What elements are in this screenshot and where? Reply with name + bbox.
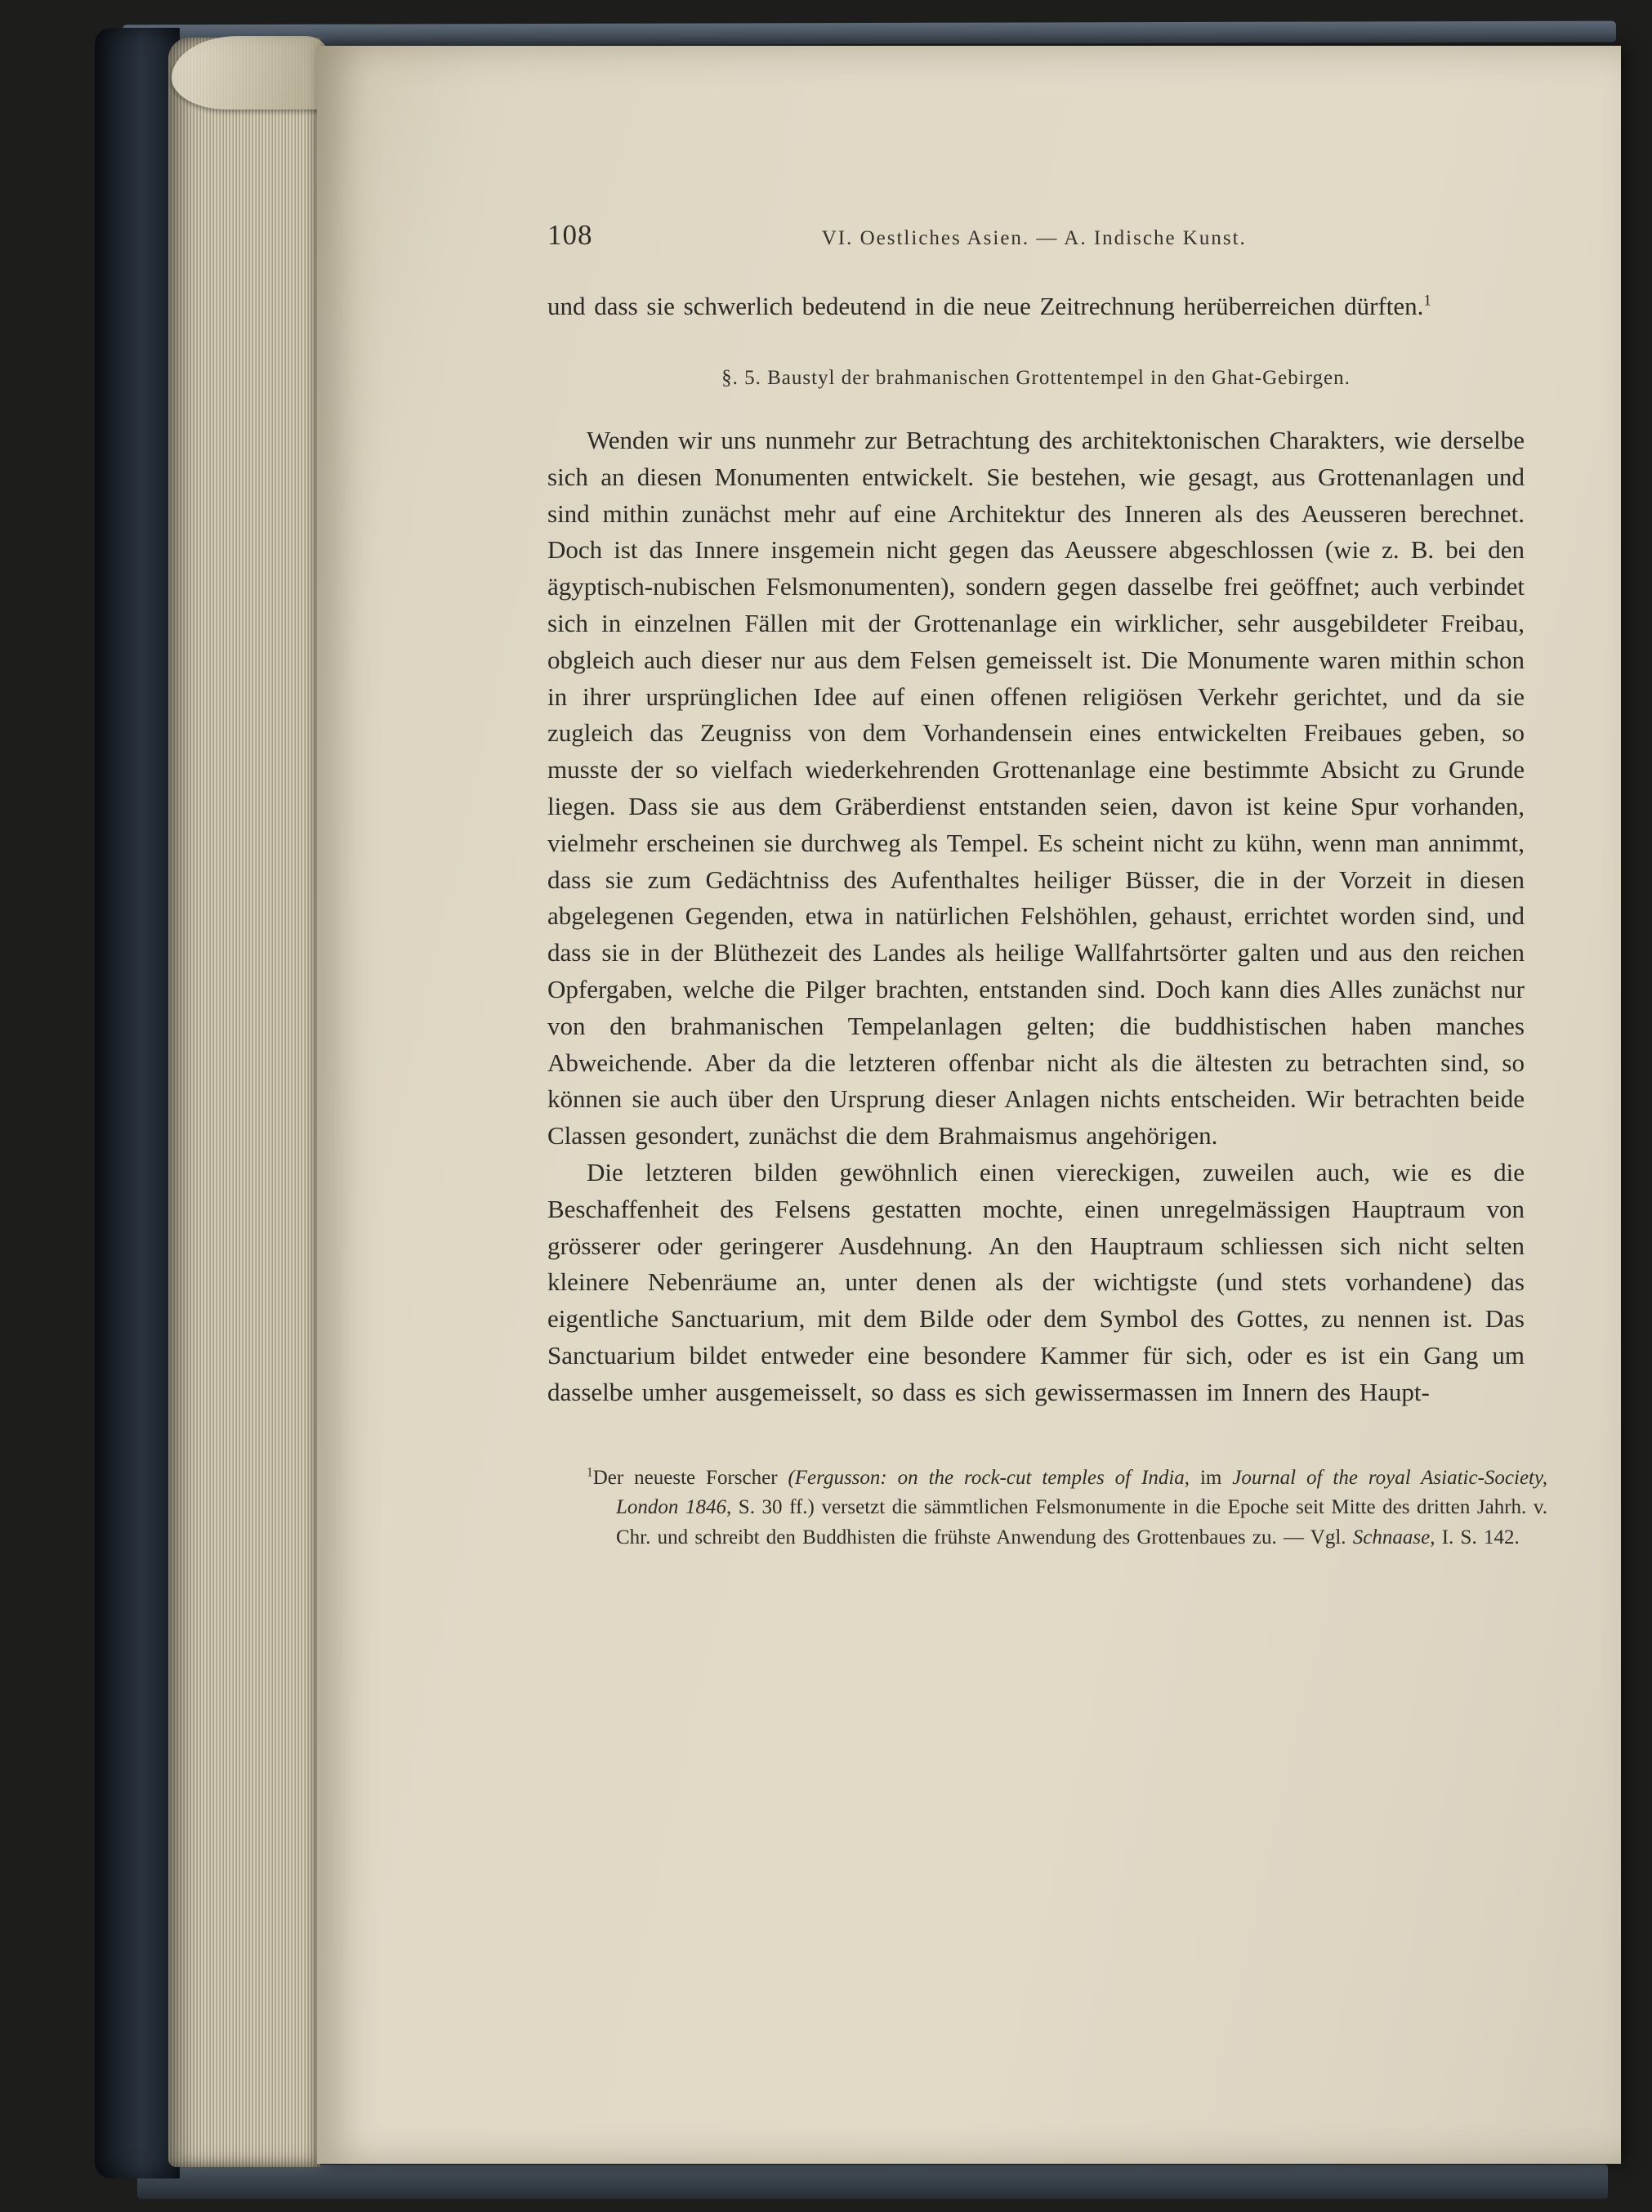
book-page	[317, 46, 1621, 2164]
page-curl	[172, 36, 327, 109]
paragraph: Wenden wir uns nunmehr zur Betrachtung des architektonischen Charakters, wie derselbe sich an diesen Monumenten entwickelt. Sie bestehen, wie gesagt, aus Grottenanlagen und sind mithin zunächst mehr auf eine Architektur des Inneren als des Aeusseren berechnet. Doch ist das Innere insgemein nicht gegen das Aeussere abgeschlossen (wie z. B. bei den ägyptisch-nubischen Felsmonumenten), sondern gegen dasselbe frei geöffnet; auch verbindet sich in einzelnen Fällen mit der Grottenanlage ein wirklicher, sehr ausgebildeter Freibau, obgleich auch dieser nur aus dem Felsen gemeisselt ist. Die Monumente waren mithin schon in ihrer ursprünglichen Idee auf einen offenen religiösen Verkehr gerichtet, und da sie zugleich das Zeugniss von dem Vorhandensein eines entwickelten Freibaues geben, so musste der so vielfach wiederkehrenden Grottenanlage eine bestimmte Absicht zu Grunde liegen. Dass sie aus dem Gräberdienst entstanden seien, davon ist keine Spur vorhanden, vielmehr erscheinen sie durchweg als Tempel. Es scheint nicht zu kühn, wenn man annimmt, dass sie zum Gedächtniss des Aufenthaltes heiliger Büsser, die in der Vorzeit in diesen abgelegenen Gegenden, etwa in natürlichen Felshöhlen, gehaust, errichtet worden sind, und dass sie in der Blüthezeit des Landes als heilige Wallfahrtsörter galten und aus den reichen Opfergaben, welche die Pilger brachten, entstanden sind. Doch kann dies Alles zunächst nur von den brahmanischen Tempelanlagen gelten; die buddhistischen haben manches Abweichende. Aber da die letzteren offenbar nicht als die ältesten zu betrachten sind, so können sie auch über den Ursprung dieser Anlagen nichts entscheiden. Wir betrachten beide Classen gesondert, zunächst die dem Brahmaismus angehörigen.	[547, 426, 1525, 1151]
section-heading: §. 5. Baustyl der brahmanischen Grottentempel in den Ghat-Gebirgen.	[721, 367, 1351, 389]
footnote-text-part-italic: (Fergusson: on the rock-cut temples of India	[788, 1466, 1185, 1489]
book-spine	[95, 28, 180, 2178]
page-number: 108	[547, 219, 593, 251]
running-header: VI. Oestliches Asien. — A. Indische Kunst.	[821, 227, 1247, 249]
page-header	[547, 219, 1525, 252]
footnote-text-part: , I. S. 142.	[1430, 1526, 1520, 1548]
footnote-text-part: , S. 30 ff.) versetzt die sämmtlichen Felsmonumente in die Epoche seit Mitte des dritten Jahrh. v. Chr. und schreibt den Buddhisten die frühste Anwendung des Grottenbaues zu. — Vgl.	[616, 1496, 1547, 1548]
book-cover-top-edge	[123, 21, 1616, 47]
footnote-reference: 1	[1423, 292, 1432, 310]
continuation-paragraph	[547, 288, 1525, 324]
footnote-text-part: , im	[1184, 1466, 1233, 1489]
book-cover-bottom-edge	[137, 2165, 1608, 2199]
footnote-marker: 1	[587, 1465, 593, 1480]
footnote	[587, 1463, 1547, 1553]
footnote-text-part-italic: Journal of the royal Asiatic-Society, London 1846	[616, 1466, 1547, 1519]
continuation-text: und dass sie schwerlich bedeutend in die neue Zeitrechnung herüberreichen dürften.	[547, 292, 1424, 320]
paragraph: Die letzteren bilden gewöhnlich einen viereckigen, zuweilen auch, wie es die Beschaffenheit des Felsens gestatten mochte, einen unregelmässigen Hauptraum von grösserer oder geringerer Ausdehnung. An den Hauptraum schliessen sich nicht selten kleinere Nebenräume an, unter denen als der wichtigste (und stets vorhandene) das eigentliche Sanctuarium, mit dem Bilde oder dem Symbol des Gottes, zu nennen ist. Das Sanctuarium bildet entweder eine besondere Kammer für sich, oder es ist ein Gang um dasselbe umher ausgemeisselt, so dass es sich gewissermassen im Innern des Haupt-	[547, 1157, 1525, 1406]
footnote-text-part-italic: Schnaase	[1352, 1526, 1431, 1548]
footnote-text-part: Der neueste Forscher	[592, 1466, 788, 1489]
page-edge-stack	[168, 38, 320, 2167]
body-text	[547, 288, 1547, 1553]
